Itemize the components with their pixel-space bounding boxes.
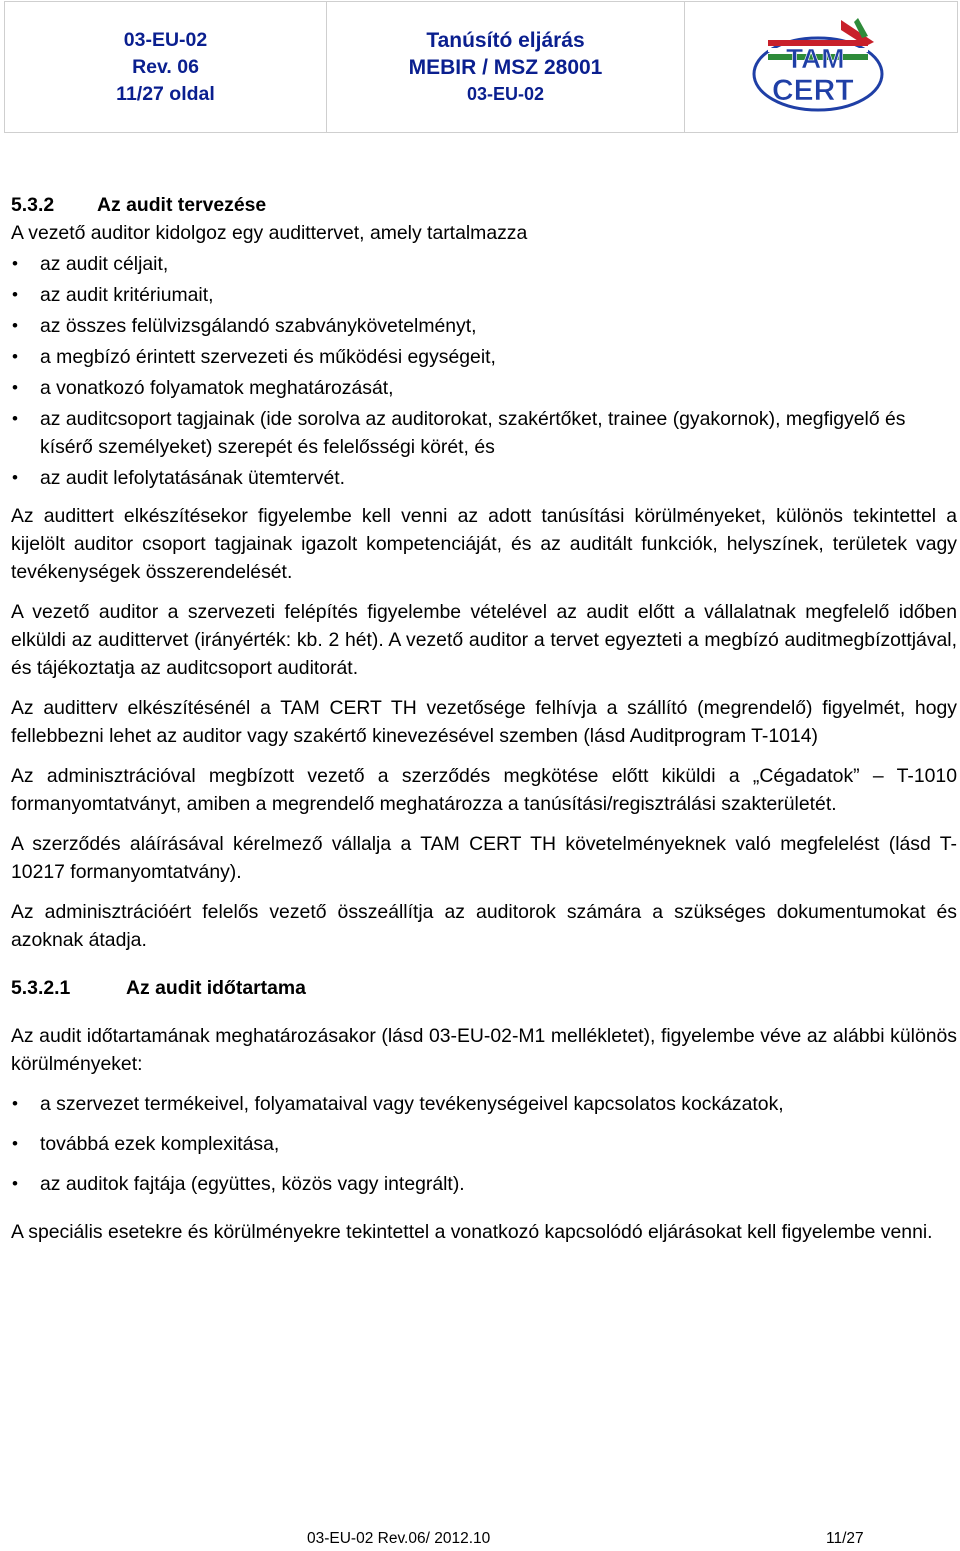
paragraph: Az adminisztrációért felelős vezető összeállítja az auditorok számára a szükséges dokumentumokat és azoknak átadja. [11, 901, 957, 951]
audit-plan-list [11, 250, 957, 492]
closing-paragraph: A speciális esetekre és körülményekre tekintettel a vonatkozó kapcsolódó eljárásokat kell figyelembe venni. [11, 1221, 933, 1243]
list-item: • az audit céljait, [11, 250, 957, 278]
logo-tam-text: TAM [786, 43, 845, 74]
list-item: • az audit kritériumait, [11, 281, 957, 309]
paragraph: A vezető auditor a szervezeti felépítés figyelembe vételével az audit előtt a vállalatnak megfelelő időben elküldi az audittervet (irányérték: kb. 2 hét). A vezető auditor a tervet egyezteti a megbízó auditmegbízottjával, és tájékoztatja az auditcsoport auditorát. [11, 601, 957, 679]
document-body [11, 191, 957, 1246]
list-item: • a megbízó érintett szervezeti és működési egységeit, [11, 343, 957, 371]
paragraph: Az auditterv elkészítésénél a TAM CERT TH vezetősége felhívja a szállító (megrendelő) figyelmét, hogy fellebbezni lehet az auditor vagy szakértő kinevezésével szemben (lásd Auditprogram T-1014) [11, 697, 957, 747]
section-intro: A vezető auditor kidolgoz egy audittervet, amely tartalmazza [11, 222, 528, 244]
revision: Rev. 06 [132, 55, 199, 78]
doc-code: 03-EU-02 [123, 28, 208, 51]
list-item: • a vonatkozó folyamatok meghatározását, [11, 374, 957, 402]
footer-page: 11/27 [826, 1530, 864, 1547]
header-logo-cell [685, 2, 957, 132]
paragraph: Az adminisztrációval megbízott vezető a szerződés megkötése előtt kiküldi a „Cégadatok” – T-1010 formanyomtatványt, amiben a megrendelő meghatározza a tanúsítási/regisztrálási szakterületét. [11, 765, 957, 815]
standard-name: MEBIR / MSZ 28001 [408, 55, 603, 79]
page-number: 11/27 oldal [116, 82, 215, 105]
subsection-heading [11, 974, 957, 1002]
subsection-intro: Az audit időtartamának meghatározásakor (lásd 03-EU-02-M1 mellékletet), figyelembe véve az alábbi különös körülményeket: [11, 1025, 957, 1075]
list-item: • továbbá ezek komplexitása, [11, 1130, 957, 1158]
logo-cert-text: CERT [772, 74, 854, 107]
subsection-number: 5.3.2.1 [11, 977, 71, 999]
paragraph: A szerződés aláírásával kérelmező vállalja a TAM CERT TH követelményeknek való megfelelést (lásd T-10217 formanyomtatvány). [11, 833, 957, 883]
tam-cert-logo [746, 12, 896, 122]
list-item: • az auditok fajtája (együttes, közös vagy integrált). [11, 1170, 957, 1198]
section-title: Az audit tervezése [97, 194, 267, 216]
footer-doc-ref: 03-EU-02 Rev.06/ 2012.10 [307, 1530, 491, 1547]
subsection-title: Az audit időtartama [126, 977, 306, 999]
section-number: 5.3.2 [11, 194, 55, 216]
paragraph: Az audittert elkészítésekor figyelembe kell venni az adott tanúsítási körülményeket, különös tekintettel a kijelölt auditor csoport tagjainak igazolt kompetenciáját, és az auditált funkciók, helyszínek, területek vagy tevékenységek összerendelését. [11, 505, 957, 583]
list-item: • az összes felülvizsgálandó szabványkövetelményt, [11, 312, 957, 340]
procedure-title: Tanúsító eljárás [426, 28, 585, 52]
header-title-block [327, 2, 685, 132]
header-document-info [5, 2, 327, 132]
document-header [4, 1, 958, 133]
duration-factors-list [11, 1090, 957, 1198]
list-item: • a szervezet termékeivel, folyamataival vagy tevékenységeivel kapcsolatos kockázatok, [11, 1090, 957, 1118]
list-item: • az audit lefolytatásának ütemtervét. [11, 464, 957, 492]
doc-code-secondary: 03-EU-02 [466, 83, 545, 104]
section-heading [11, 191, 957, 219]
list-item: • az auditcsoport tagjainak (ide sorolva az auditorokat, szakértőket, trainee (gyakornok), megfigyelő és kísérő személyeket) szerepét és felelősségi körét, és [11, 405, 957, 461]
